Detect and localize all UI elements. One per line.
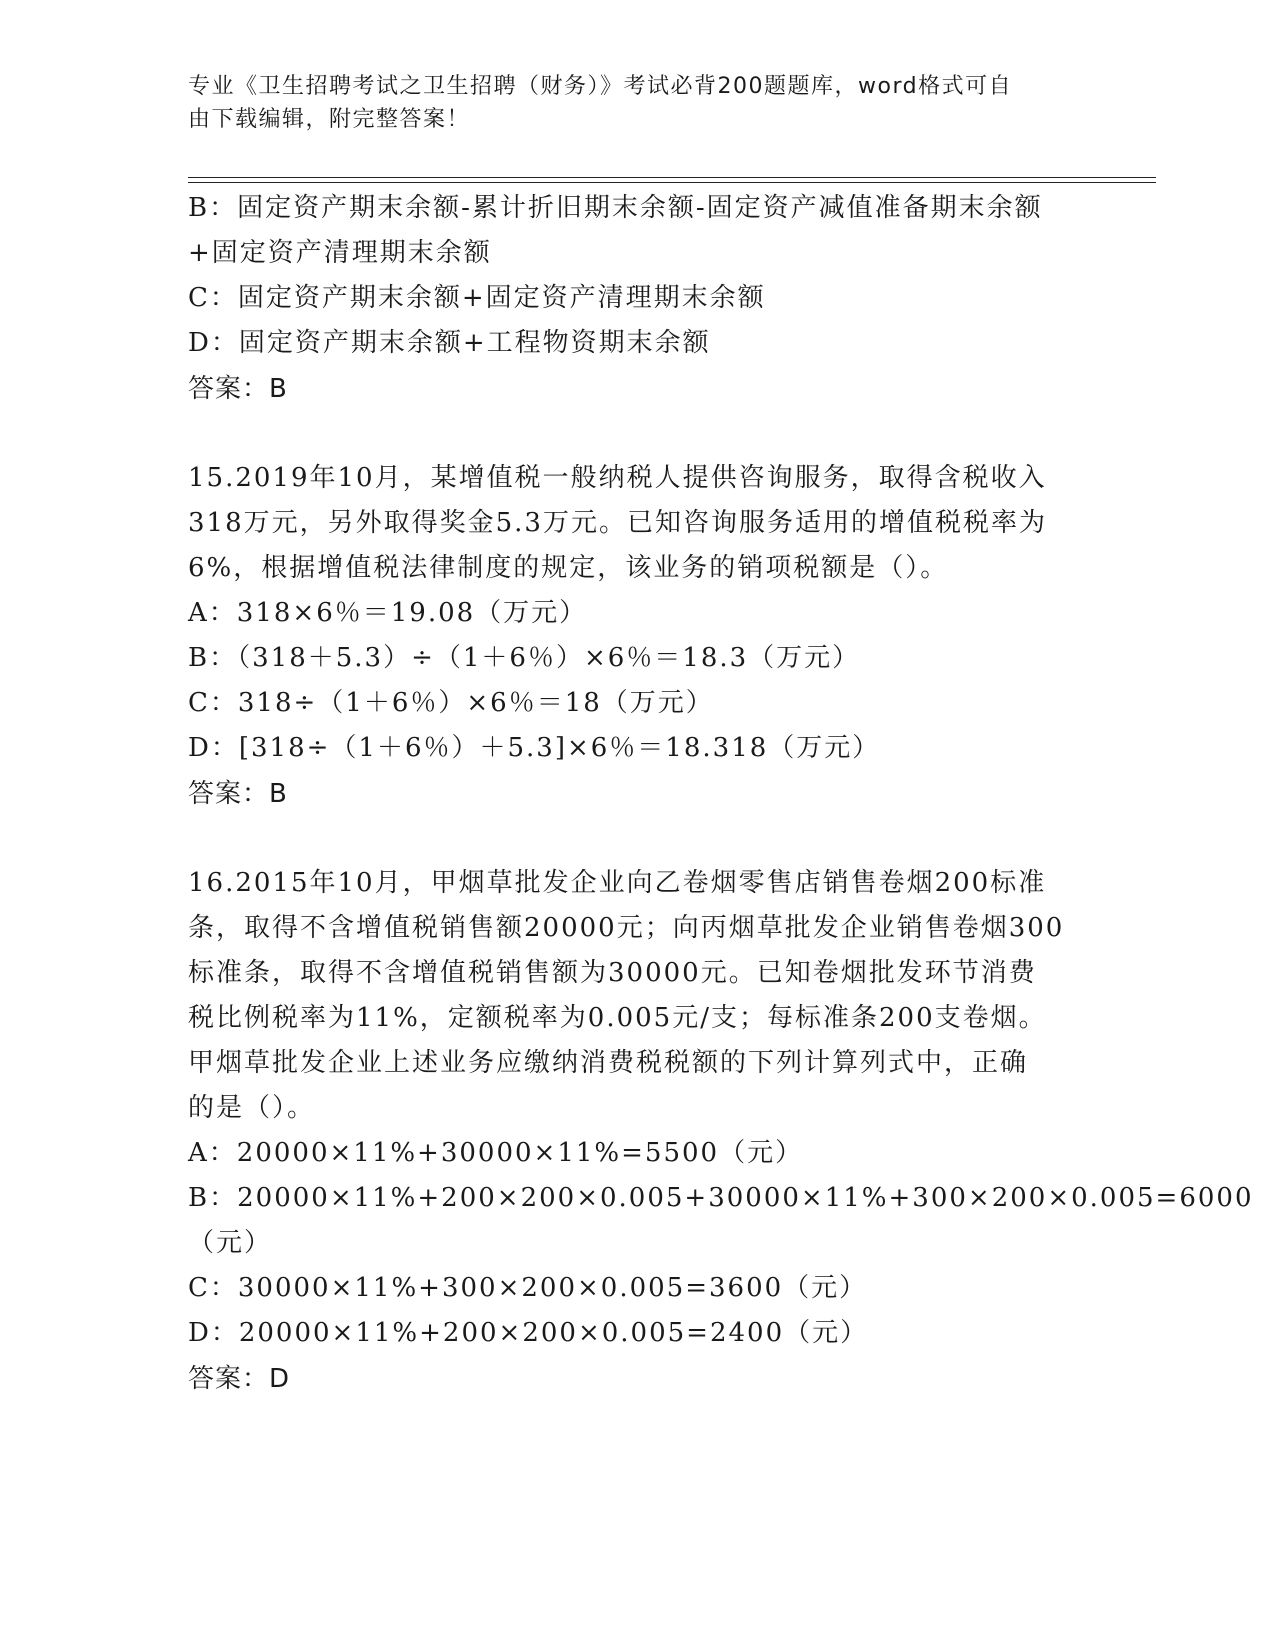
question-stem-line: 16.2015年10月，甲烟草批发企业向乙卷烟零售店销售卷烟200标准 bbox=[188, 868, 1047, 898]
option-b-continued: +固定资产清理期末余额 bbox=[188, 238, 492, 268]
document-body bbox=[188, 186, 1254, 1402]
spacer bbox=[188, 412, 1088, 456]
option-b-continued: （元） bbox=[188, 1228, 273, 1258]
question-15 bbox=[188, 456, 1088, 817]
question-stem-line: 税比例税率为11%，定额税率为0.005元/支；每标准条200支卷烟。 bbox=[188, 1003, 1047, 1033]
option-c: C：固定资产期末余额+固定资产清理期末余额 bbox=[188, 283, 766, 313]
option-c: C：30000×11%+300×200×0.005=3600（元） bbox=[188, 1273, 868, 1303]
answer-line: 答案：B bbox=[188, 779, 288, 809]
document-header bbox=[188, 70, 1068, 136]
question-stem-line: 条，取得不含增值税销售额20000元；向丙烟草批发企业销售卷烟300 bbox=[188, 913, 1065, 943]
option-d: D：固定资产期末余额+工程物资期末余额 bbox=[188, 328, 711, 358]
header-divider-bottom bbox=[188, 182, 1156, 183]
option-b: B：（318＋5.3）÷（1＋6％）×6％＝18.3（万元） bbox=[188, 643, 861, 673]
option-d: D：[318÷（1＋6％）＋5.3]×6％＝18.318（万元） bbox=[188, 733, 881, 763]
question-stem-line: 15.2019年10月，某增值税一般纳税人提供咨询服务，取得含税收入 bbox=[188, 463, 1047, 493]
question-16 bbox=[188, 861, 1254, 1402]
answer-line: 答案：D bbox=[188, 1364, 291, 1394]
option-a: A：20000×11%+30000×11%=5500（元） bbox=[188, 1138, 804, 1168]
header-line-1: 专业《卫生招聘考试之卫生招聘（财务）》考试必背200题题库，word格式可自 bbox=[188, 74, 1013, 99]
option-c: C：318÷（1＋6％）×6％＝18（万元） bbox=[188, 688, 714, 718]
question-stem-line: 的是（）。 bbox=[188, 1093, 316, 1123]
question-stem-line: 标准条，取得不含增值税销售额为30000元。已知卷烟批发环节消费 bbox=[188, 958, 1037, 988]
spacer bbox=[188, 817, 1088, 861]
question-stem-line: 甲烟草批发企业上述业务应缴纳消费税税额的下列计算列式中，正确 bbox=[188, 1048, 1029, 1078]
answer-line: 答案：B bbox=[188, 374, 288, 404]
header-divider-top bbox=[188, 177, 1156, 178]
question-stem-line: 6%，根据增值税法律制度的规定，该业务的销项税额是（）。 bbox=[188, 553, 949, 583]
option-a: A：318×6％＝19.08（万元） bbox=[188, 598, 588, 628]
option-d: D：20000×11%+200×200×0.005=2400（元） bbox=[188, 1318, 869, 1348]
prev-question bbox=[188, 186, 1088, 412]
header-line-2: 由下载编辑，附完整答案！ bbox=[188, 107, 471, 132]
option-b: B：固定资产期末余额-累计折旧期末余额-固定资产减值准备期末余额 bbox=[188, 193, 1043, 223]
option-b: B：20000×11%+200×200×0.005+30000×11%+300×200×0.005=6000 bbox=[188, 1183, 1254, 1213]
question-stem-line: 318万元，另外取得奖金5.3万元。已知咨询服务适用的增值税税率为 bbox=[188, 508, 1047, 538]
